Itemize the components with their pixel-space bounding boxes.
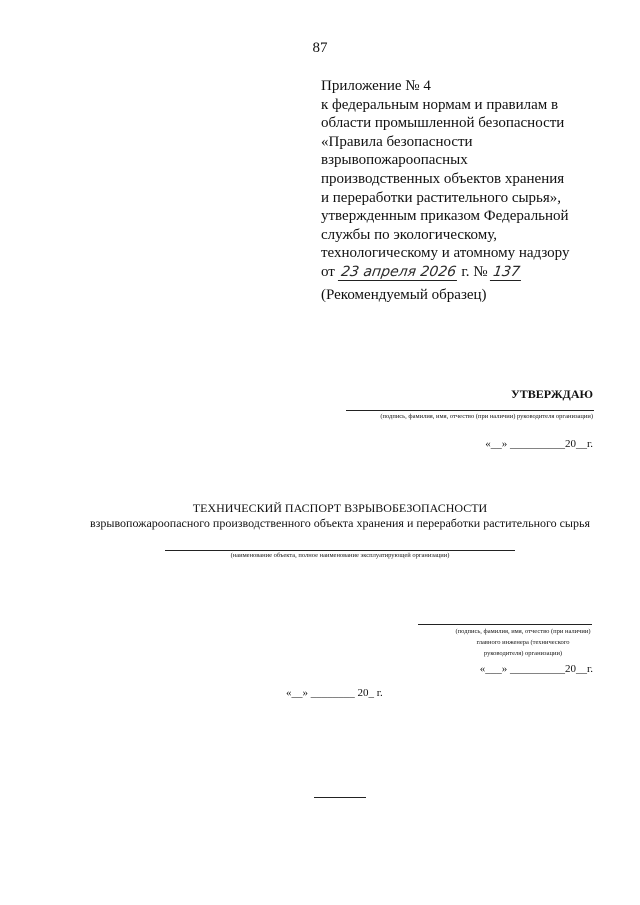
approver-signature-caption: (подпись, фамилия, имя, отчество (при наличии) руководителя организации) (380, 413, 593, 420)
approve-date-line: «__» __________20__г. (485, 438, 593, 450)
approver-signature-line (346, 410, 594, 411)
page-number: 87 (312, 40, 328, 56)
appendix-line: технологическому и атомному надзору (321, 245, 570, 262)
order-date-line (321, 263, 569, 282)
handwritten-order-number: 137 (490, 265, 523, 281)
footnote-separator (314, 797, 366, 798)
number-prefix: г. № (461, 263, 488, 280)
handwritten-date: 23 апреля 2026 (337, 265, 458, 281)
title-line-2: взрывопожароопасного производственного объекта хранения и переработки растительного сырья (89, 516, 590, 530)
appendix-line: Приложение № 4 (321, 78, 431, 94)
approve-label: УТВЕРЖДАЮ (510, 387, 593, 401)
appendix-line: производственных объектов хранения (321, 170, 565, 187)
chief-engineer-signature-line (418, 624, 592, 625)
chief-engineer-caption (418, 626, 628, 659)
object-name-caption: (наименование объекта, полное наименование эксплуатирующей организации) (230, 552, 450, 559)
appendix-line: взрывопожароопасных (321, 152, 468, 169)
appendix-line: службы по экологическому, (321, 226, 497, 243)
chief-engineer-date-line: «___» __________20__г. (479, 663, 593, 675)
appendix-line: «Правила безопасности (321, 133, 473, 150)
chief-engineer-caption-line: руководителя) организации) (483, 650, 563, 657)
appendix-block (321, 77, 569, 282)
appendix-line: и переработки растительного сырья», (321, 189, 562, 206)
recommended-sample-label: (Рекомендуемый образец) (321, 287, 487, 303)
chief-engineer-caption-line: главного инженера (технического (476, 639, 570, 646)
appendix-line: области промышленной безопасности (321, 115, 565, 132)
date-prefix: от (321, 263, 335, 280)
document-title (0, 501, 640, 531)
chief-engineer-caption-line: (подпись, фамилия, имя, отчество (при наличии) (455, 628, 591, 635)
title-line-1: ТЕХНИЧЕСКИЙ ПАСПОРТ ВЗРЫВОБЕЗОПАСНОСТИ (192, 501, 488, 515)
appendix-line: к федеральным нормам и правилам в (321, 96, 559, 113)
bottom-date-line: «__» ________ 20_ г. (286, 687, 383, 699)
appendix-line: утвержденным приказом Федеральной (321, 208, 569, 225)
